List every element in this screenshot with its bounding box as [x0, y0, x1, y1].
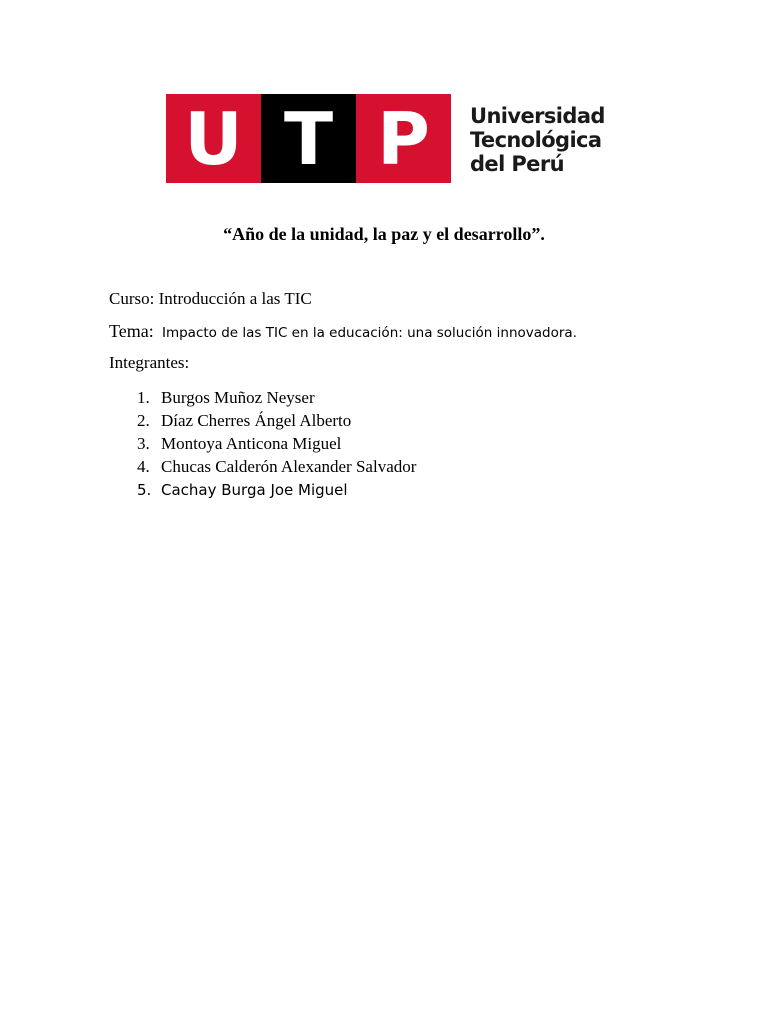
utp-logo: [166, 94, 606, 183]
list-item: [137, 432, 416, 455]
logo-name-line-2: Tecnológica: [470, 128, 602, 152]
member-number: 5.: [137, 480, 152, 499]
members-list: [137, 386, 416, 501]
logo-letter-u: U: [184, 96, 243, 181]
logo-block-p: [356, 94, 451, 183]
list-item: [137, 455, 416, 478]
logo-name-line-3: del Perú: [470, 152, 564, 176]
logo-letter-p: P: [377, 96, 430, 181]
member-number: 4.: [137, 456, 150, 476]
members-heading: Integrantes:: [109, 353, 190, 372]
member-number: 3.: [137, 433, 150, 453]
list-item: [137, 409, 416, 432]
member-name: Díaz Cherres Ángel Alberto: [161, 410, 352, 430]
logo-university-name: [470, 104, 610, 176]
member-number: 1.: [137, 387, 150, 407]
member-name: Burgos Muñoz Neyser: [161, 387, 315, 407]
member-number: 2.: [137, 410, 150, 430]
course-line: [109, 288, 312, 310]
member-name: Montoya Anticona Miguel: [161, 433, 342, 453]
topic-label: Tema:: [109, 321, 154, 341]
course-value: Introducción a las TIC: [158, 289, 312, 308]
logo-letter-t: T: [283, 96, 334, 181]
topic-line: [109, 320, 577, 344]
logo-block-u: [166, 94, 261, 183]
member-name: Cachay Burga Joe Miguel: [161, 480, 348, 499]
list-item: [137, 478, 416, 501]
member-name: Chucas Calderón Alexander Salvador: [161, 456, 417, 476]
list-item: [137, 386, 416, 409]
course-label: Curso:: [109, 289, 155, 308]
logo-name-line-1: Universidad: [470, 104, 605, 128]
logo-block-t: [261, 94, 356, 183]
topic-value: Impacto de las TIC en la educación: una solución innovadora.: [161, 325, 577, 341]
year-motto: “Año de la unidad, la paz y el desarrollo”.: [223, 224, 545, 244]
